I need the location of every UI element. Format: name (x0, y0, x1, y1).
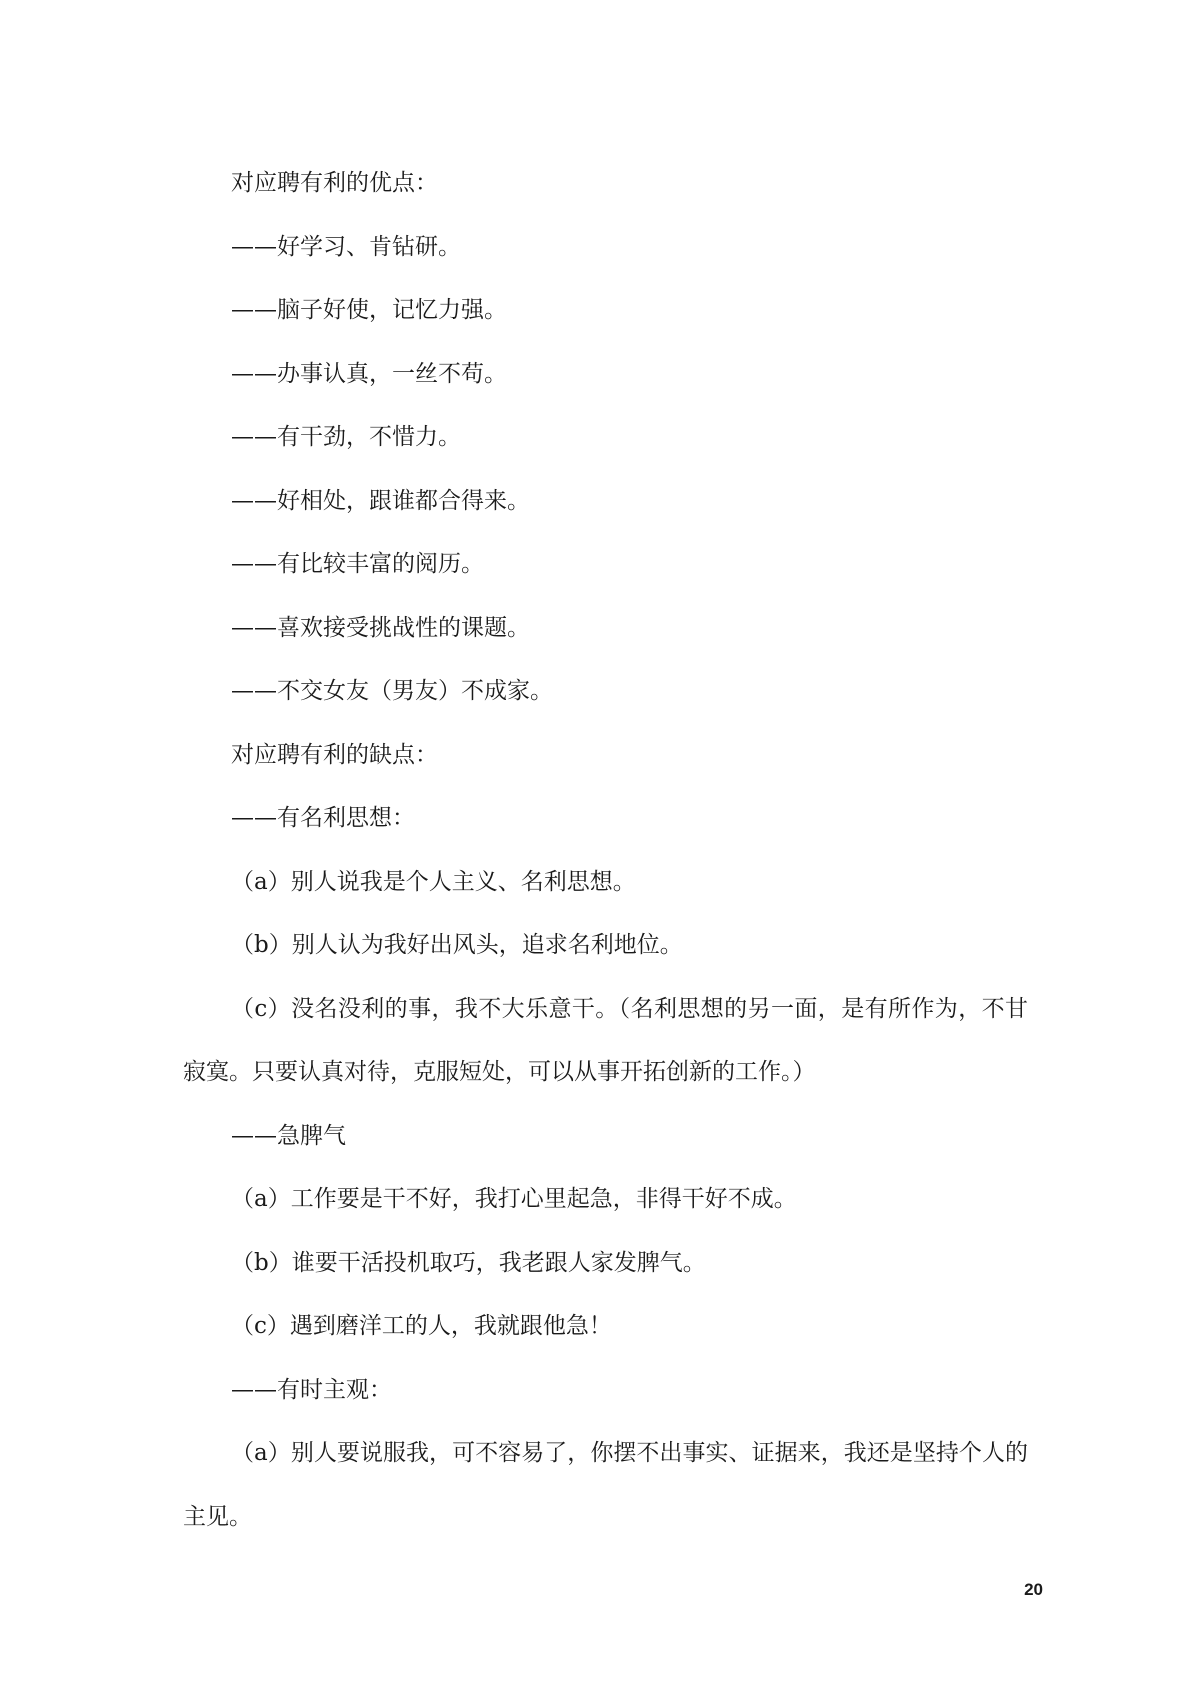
paragraph-shortcomings-heading: 对应聘有利的缺点： (231, 741, 438, 768)
paragraph-subjective-a: （a）别人要说服我，可不容易了，你摆不出事实、证据来，我还是坚持个人的主见。 (183, 1440, 1028, 1530)
paragraph-shortcoming-fame: ——有名利思想： (231, 805, 415, 831)
paragraph-shortcoming-temper: ——急脾气 (231, 1122, 346, 1149)
paragraph-temper-a: （a）工作要是干不好，我打心里起急，非得干好不成。 (231, 1186, 797, 1212)
paragraph-fame-b: （b）别人认为我好出风头，追求名利地位。 (231, 932, 683, 958)
paragraph-temper-c: （c）遇到磨洋工的人，我就跟他急！ (231, 1313, 612, 1339)
paragraph-advantages-heading: 对应聘有利的优点： (231, 170, 438, 196)
paragraph-advantage-5: ——好相处，跟谁都合得来。 (231, 487, 530, 514)
paragraph-advantage-4: ——有干劲，不惜力。 (231, 424, 461, 450)
paragraph-advantage-6: ——有比较丰富的阅历。 (231, 551, 484, 577)
paragraph-advantage-7: ——喜欢接受挑战性的课题。 (231, 614, 530, 641)
page-number: 20 (1024, 1580, 1043, 1599)
paragraph-advantage-3: ——办事认真，一丝不苟。 (231, 360, 507, 387)
paragraph-shortcoming-subjective: ——有时主观： (231, 1376, 392, 1403)
paragraph-advantage-2: ——脑子好使，记忆力强。 (231, 297, 507, 323)
paragraph-fame-a: （a）别人说我是个人主义、名利思想。 (231, 868, 636, 895)
paragraph-fame-c: （c）没名没利的事，我不大乐意干。（名利思想的另一面，是有所作为，不甘寂寞。只要认真对待，克服短处，可以从事开拓创新的工作。） (183, 995, 1028, 1085)
paragraph-advantage-1: ——好学习、肯钻研。 (231, 233, 461, 260)
paragraph-advantage-8: ——不交女友（男友）不成家。 (231, 678, 553, 704)
body-text (183, 152, 1028, 1549)
paragraph-temper-b: （b）谁要干活投机取巧，我老跟人家发脾气。 (231, 1249, 706, 1276)
